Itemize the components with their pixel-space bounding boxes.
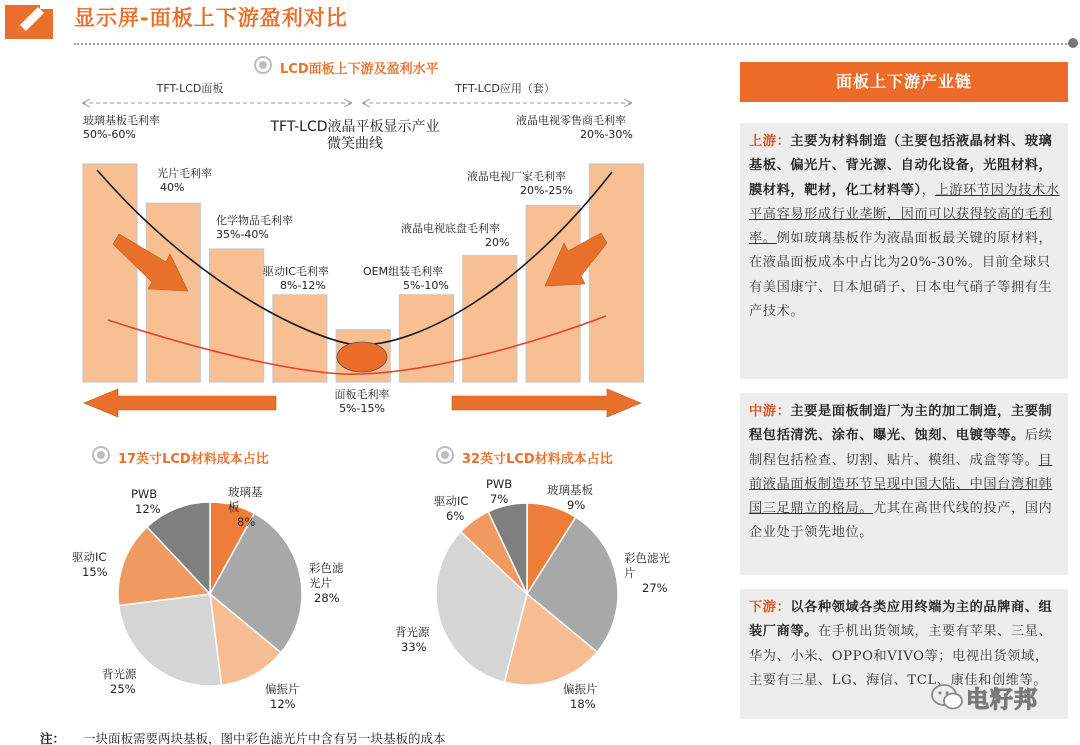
pie32-value-3: 18% — [570, 697, 596, 711]
smile-bar-8 — [526, 205, 580, 382]
pie17-label-2-line2: 光片 — [309, 576, 332, 590]
smile-bar-label-8: 液晶电视厂家毛利率 — [467, 170, 566, 183]
pie17-value-1: 8% — [237, 515, 256, 529]
downstream-bold: 以各种领域各类应用终端为主的品牌商、组装厂商等。 — [749, 600, 1053, 640]
pie17-label-2: 彩色滤 — [309, 561, 344, 575]
pie32-label-4: 背光源 — [395, 625, 430, 639]
smile-bar-value-1: 50%-60% — [83, 128, 136, 141]
smile-bar-label-1: 玻璃基板毛利率 — [83, 114, 160, 127]
pie32-value-4: 33% — [401, 640, 427, 654]
pie17-label-1-line2: 板 — [228, 500, 240, 514]
pie32-label-5: 驱动IC — [434, 494, 469, 508]
upstream-bold: 主要为材料制造（主要包括液晶材料、玻璃基板、偏光片、背光源、自动化设备，光阻材料，膜材料，靶材，化工材料等） — [749, 134, 1053, 198]
smile-bar-label-9: 液晶电视零售商毛利率 — [516, 114, 626, 127]
midstream-underline: 目前液晶面板制造环节呈现中国大陆、中国台湾和韩国三足鼎立的格局。 — [749, 452, 1053, 517]
footnote-text: 一块面板需要两块基板，图中彩色滤光片中含有另一块基板的成本 — [83, 731, 446, 745]
smile-bar-value-7: 20% — [485, 236, 510, 249]
pie17-label-1: 玻璃基 — [228, 485, 263, 499]
smile-section-title: LCD面板上下游及盈利水平 — [280, 62, 439, 77]
header-divider-dot — [1068, 38, 1078, 48]
pie17-value-6: 12% — [135, 502, 161, 516]
midstream-bold: 主要是面板制造厂为主的加工制造，主要制程包括清洗、涂布、曝光、蚀刻、电镀等等。 — [749, 404, 1053, 444]
smile-bar-label-4: 驱动IC毛利率 — [263, 265, 329, 278]
pie32-label-6: PWB — [486, 477, 513, 491]
pie17-value-4: 25% — [110, 682, 136, 696]
smile-bar-label-3: 化学物品毛利率 — [216, 214, 293, 227]
industry-chain-header: 面板上下游产业链 — [740, 62, 1068, 102]
watermark-text: 电籽邦 — [966, 687, 1038, 713]
smile-bar-9 — [589, 164, 643, 382]
downstream-tail: 在手机出货领域，主要有苹果、三星、华为、小米、OPPO和VIVO等；电视出货领域，主要有三星、LG、海信、TCL、康佳和创维等。 — [749, 624, 1053, 688]
page-title: 显示屏-面板上下游盈利对比 — [74, 6, 348, 30]
smile-bar-value-6: 5%-10% — [403, 279, 449, 292]
pie17-value-2: 28% — [314, 591, 340, 605]
midstream-box — [740, 393, 1068, 575]
smile-chart-title-line1: TFT-LCD液晶平板显示产业 — [270, 119, 440, 135]
pie17-section-title: 17英寸LCD材料成本占比 — [118, 452, 269, 467]
upstream-tail: 例如玻璃基板作为液晶面板最关键的原材料，在液晶面板成本中占比为20%-30%。目前全球只有美国康宁、日本旭硝子、日本电气硝子等拥有生产技术。 — [749, 231, 1053, 320]
center-ellipse — [337, 342, 387, 372]
pie17-value-5: 15% — [82, 565, 108, 579]
right-flow-arrow-icon — [452, 389, 641, 417]
smile-bar-value-4: 8%-12% — [280, 279, 326, 292]
smile-bar-1 — [83, 164, 137, 382]
smile-bar-label-7: 液晶电视底盘毛利率 — [401, 222, 500, 235]
left-flow-arrow-icon — [84, 389, 276, 417]
pie32-label-2-line2: 片 — [624, 566, 636, 580]
left-span-label: TFT-LCD面板 — [156, 82, 224, 95]
pie17-label-6: PWB — [131, 487, 158, 501]
upstream-label: 上游： — [749, 134, 791, 149]
upstream-mid: ， — [921, 182, 936, 198]
pie17-value-3: 12% — [270, 697, 296, 711]
smile-bar-value-2: 40% — [160, 181, 185, 194]
midstream-tail: 尤其在高世代线的投产，国内企业处于领先地位。 — [749, 501, 1053, 541]
smile-bar-value-8: 20%-25% — [520, 184, 573, 197]
upstream-box — [740, 123, 1068, 379]
midstream-plain: 后续制程包括检查、切割、贴片、模组、成盒等等。 — [749, 428, 1053, 468]
midstream-label: 中游： — [749, 404, 791, 419]
right-span-label: TFT-LCD应用（套） — [455, 82, 555, 95]
pie32-value-5: 6% — [446, 509, 465, 523]
smile-bar-7 — [463, 256, 517, 382]
pie32-value-2: 27% — [642, 581, 668, 595]
footnote-label: 注： — [40, 731, 66, 745]
smile-bar-2 — [146, 203, 200, 382]
smile-chart-title-line2: 微笑曲线 — [327, 136, 383, 152]
smile-bar-label-6: OEM组装毛利率 — [363, 265, 444, 278]
smile-bar-value-3: 35%-40% — [216, 228, 269, 241]
pie32-value-6: 7% — [490, 492, 509, 506]
pie17-label-5: 驱动IC — [72, 550, 107, 564]
pie32-value-1: 9% — [567, 498, 586, 512]
smile-bar-3 — [210, 249, 264, 382]
pie32-label-2: 彩色滤光 — [624, 551, 670, 565]
smile-bar-label-5: 面板毛利率 — [334, 388, 390, 401]
pie32-label-1: 玻璃基板 — [547, 483, 593, 497]
smile-bar-value-9: 20%-30% — [580, 128, 633, 141]
footnote — [40, 729, 446, 745]
smile-bar-label-2: 光片毛利率 — [157, 167, 212, 180]
pie32-label-3: 偏振片 — [563, 682, 598, 696]
upstream-underline: 上游环节因为技术水平高容易形成行业垄断，因而可以获得较高的毛利率。 — [749, 182, 1060, 247]
pie17-label-4: 背光源 — [102, 667, 137, 681]
downstream-label: 下游： — [749, 600, 791, 615]
pie32-section-title: 32英寸LCD材料成本占比 — [462, 452, 613, 467]
smile-bar-value-5: 5%-15% — [339, 402, 385, 415]
pie17-label-3: 偏振片 — [265, 682, 300, 696]
